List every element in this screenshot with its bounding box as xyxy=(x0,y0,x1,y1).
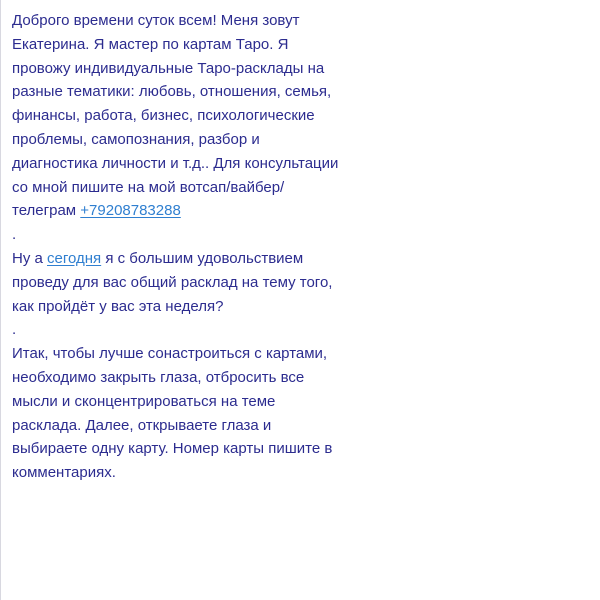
intro-text: Доброго времени суток всем! Меня зовут Екатерина. Я мастер по картам Таро. Я провожу индивидуальные Таро-расклады на разные тематики: любовь, отношения, семья, финансы, работа, бизнес, психологические проблемы, самопознания, разбор и диагностика личности и т.д.. Для консультации со мной пишите на мой вотсап/вайбер/телеграм xyxy=(12,12,339,220)
today-hashtag-link[interactable]: сегодня xyxy=(47,249,102,267)
post-text-body xyxy=(12,9,342,485)
separator-dot-2: . xyxy=(12,321,17,339)
separator-dot-1: . xyxy=(12,226,17,244)
today-text-before: Ну а xyxy=(12,249,48,267)
phone-link[interactable]: +79208783288 xyxy=(80,202,181,220)
intro-paragraph xyxy=(12,9,342,223)
today-paragraph xyxy=(12,247,342,318)
today-text-after: я с большим удовольствием проведу для вас общий расклад на тему того, как пройдёт у вас эта неделя? xyxy=(12,249,333,315)
instructions-paragraph: Итак, чтобы лучше сонастроиться с картами, необходимо закрыть глаза, отбросить все мысли и сконцентрироваться на теме расклада. Далее, открываете глаза и выбираете одну карту. Номер карты пишите в комментариях. xyxy=(12,345,333,482)
